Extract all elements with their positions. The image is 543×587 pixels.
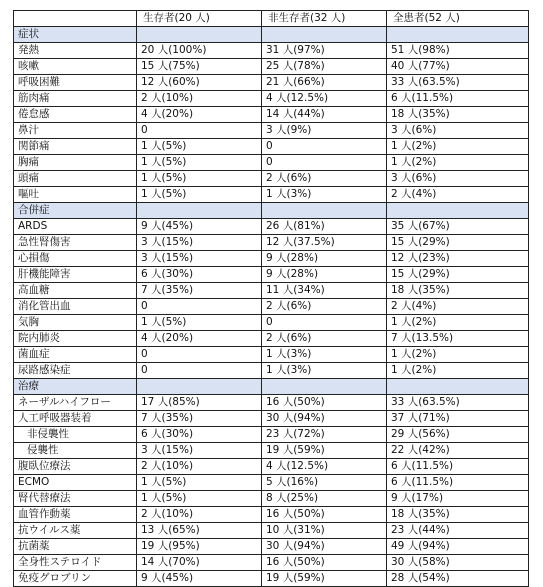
section-empty-cell	[262, 27, 387, 43]
value-non-survivors: 26 人(81%)	[262, 219, 387, 235]
value-all-patients: 6 人(11.5%)	[387, 475, 529, 491]
table-row	[14, 187, 529, 203]
row-label: 血管作動薬	[14, 507, 137, 523]
value-non-survivors: 12 人(37.5%)	[262, 235, 387, 251]
table-body	[14, 27, 529, 587]
row-label: 腹臥位療法	[14, 459, 137, 475]
table-row	[14, 299, 529, 315]
value-survivors: 2 人(10%)	[137, 459, 262, 475]
value-survivors: 0	[137, 123, 262, 139]
value-non-survivors: 19 人(59%)	[262, 443, 387, 459]
value-all-patients: 30 人(58%)	[387, 555, 529, 571]
table-row	[14, 267, 529, 283]
value-survivors: 9 人(45%)	[137, 219, 262, 235]
section-row	[14, 379, 529, 395]
section-empty-cell	[137, 203, 262, 219]
value-survivors: 7 人(35%)	[137, 283, 262, 299]
value-all-patients: 33 人(63.5%)	[387, 395, 529, 411]
value-survivors: 15 人(75%)	[137, 59, 262, 75]
row-label: 関節痛	[14, 139, 137, 155]
value-all-patients: 23 人(44%)	[387, 523, 529, 539]
section-row	[14, 27, 529, 43]
table-row	[14, 123, 529, 139]
row-label: 咳嗽	[14, 59, 137, 75]
row-label: 呼吸困難	[14, 75, 137, 91]
section-empty-cell	[137, 27, 262, 43]
value-all-patients: 22 人(42%)	[387, 443, 529, 459]
header-non-survivors: 非生存者(32 人)	[262, 11, 387, 27]
row-label: 院内肺炎	[14, 331, 137, 347]
value-non-survivors: 9 人(28%)	[262, 267, 387, 283]
value-survivors: 4 人(20%)	[137, 331, 262, 347]
table-row	[14, 91, 529, 107]
value-survivors: 4 人(20%)	[137, 107, 262, 123]
table-row	[14, 475, 529, 491]
value-non-survivors: 5 人(16%)	[262, 475, 387, 491]
value-non-survivors: 0	[262, 155, 387, 171]
value-all-patients: 28 人(54%)	[387, 571, 529, 587]
header-all-patients: 全患者(52 人)	[387, 11, 529, 27]
value-survivors: 19 人(95%)	[137, 539, 262, 555]
table-row	[14, 107, 529, 123]
value-survivors: 1 人(5%)	[137, 171, 262, 187]
section-empty-cell	[262, 203, 387, 219]
value-non-survivors: 16 人(50%)	[262, 555, 387, 571]
table-row	[14, 171, 529, 187]
value-all-patients: 35 人(67%)	[387, 219, 529, 235]
value-non-survivors: 1 人(3%)	[262, 347, 387, 363]
row-label: 全身性ステロイド	[14, 555, 137, 571]
table-row	[14, 539, 529, 555]
value-non-survivors: 1 人(3%)	[262, 363, 387, 379]
value-survivors: 0	[137, 347, 262, 363]
value-non-survivors: 0	[262, 139, 387, 155]
table-row	[14, 443, 529, 459]
value-non-survivors: 3 人(9%)	[262, 123, 387, 139]
row-label: 尿路感染症	[14, 363, 137, 379]
value-non-survivors: 14 人(44%)	[262, 107, 387, 123]
value-non-survivors: 4 人(12.5%)	[262, 91, 387, 107]
table-row	[14, 43, 529, 59]
value-non-survivors: 21 人(66%)	[262, 75, 387, 91]
value-all-patients: 12 人(23%)	[387, 251, 529, 267]
table-row	[14, 59, 529, 75]
row-label: 心損傷	[14, 251, 137, 267]
value-non-survivors: 19 人(59%)	[262, 571, 387, 587]
value-all-patients: 2 人(4%)	[387, 299, 529, 315]
row-label: 鼻汁	[14, 123, 137, 139]
row-label: 抗ウイルス薬	[14, 523, 137, 539]
value-survivors: 14 人(70%)	[137, 555, 262, 571]
value-non-survivors: 0	[262, 315, 387, 331]
row-label: 侵襲性	[14, 443, 137, 459]
value-non-survivors: 30 人(94%)	[262, 411, 387, 427]
value-all-patients: 40 人(77%)	[387, 59, 529, 75]
row-label: 気胸	[14, 315, 137, 331]
table-row	[14, 331, 529, 347]
value-all-patients: 3 人(6%)	[387, 171, 529, 187]
row-label: ECMO	[14, 475, 137, 491]
section-title: 症状	[14, 27, 137, 43]
value-survivors: 3 人(15%)	[137, 251, 262, 267]
value-survivors: 1 人(5%)	[137, 139, 262, 155]
row-label: 菌血症	[14, 347, 137, 363]
table-row	[14, 411, 529, 427]
value-non-survivors: 31 人(97%)	[262, 43, 387, 59]
value-survivors: 1 人(5%)	[137, 155, 262, 171]
value-all-patients: 6 人(11.5%)	[387, 459, 529, 475]
header-survivors: 生存者(20 人)	[137, 11, 262, 27]
row-label: 消化管出血	[14, 299, 137, 315]
value-all-patients: 29 人(56%)	[387, 427, 529, 443]
value-all-patients: 2 人(4%)	[387, 187, 529, 203]
section-empty-cell	[262, 379, 387, 395]
value-non-survivors: 10 人(31%)	[262, 523, 387, 539]
row-label: 嘔吐	[14, 187, 137, 203]
section-empty-cell	[387, 27, 529, 43]
table-row	[14, 219, 529, 235]
value-non-survivors: 11 人(34%)	[262, 283, 387, 299]
row-label: 人工呼吸器装着	[14, 411, 137, 427]
table-row	[14, 571, 529, 587]
value-all-patients: 9 人(17%)	[387, 491, 529, 507]
value-survivors: 6 人(30%)	[137, 427, 262, 443]
table-row	[14, 283, 529, 299]
row-label: 腎代替療法	[14, 491, 137, 507]
row-label: 倦怠感	[14, 107, 137, 123]
table-row	[14, 459, 529, 475]
value-non-survivors: 2 人(6%)	[262, 331, 387, 347]
value-all-patients: 33 人(63.5%)	[387, 75, 529, 91]
table-row	[14, 347, 529, 363]
table-row	[14, 491, 529, 507]
value-all-patients: 18 人(35%)	[387, 107, 529, 123]
table-container	[13, 10, 529, 587]
value-survivors: 0	[137, 299, 262, 315]
row-label: 発熱	[14, 43, 137, 59]
value-survivors: 6 人(30%)	[137, 267, 262, 283]
row-label: ARDS	[14, 219, 137, 235]
value-non-survivors: 8 人(25%)	[262, 491, 387, 507]
value-all-patients: 3 人(6%)	[387, 123, 529, 139]
row-label: 頭痛	[14, 171, 137, 187]
value-non-survivors: 1 人(3%)	[262, 187, 387, 203]
value-all-patients: 1 人(2%)	[387, 155, 529, 171]
table-row	[14, 155, 529, 171]
table-row	[14, 139, 529, 155]
table-row	[14, 75, 529, 91]
value-survivors: 1 人(5%)	[137, 187, 262, 203]
table-row	[14, 235, 529, 251]
value-survivors: 7 人(35%)	[137, 411, 262, 427]
section-title: 合併症	[14, 203, 137, 219]
table-row	[14, 427, 529, 443]
value-survivors: 1 人(5%)	[137, 315, 262, 331]
row-label: 免疫グロブリン	[14, 571, 137, 587]
value-survivors: 13 人(65%)	[137, 523, 262, 539]
value-survivors: 3 人(15%)	[137, 443, 262, 459]
value-non-survivors: 16 人(50%)	[262, 395, 387, 411]
row-label: 非侵襲性	[14, 427, 137, 443]
header-cell-blank	[14, 11, 137, 27]
value-all-patients: 37 人(71%)	[387, 411, 529, 427]
value-all-patients: 18 人(35%)	[387, 507, 529, 523]
value-survivors: 20 人(100%)	[137, 43, 262, 59]
value-non-survivors: 30 人(94%)	[262, 539, 387, 555]
table-row	[14, 315, 529, 331]
header-row	[14, 11, 529, 27]
row-label: 高血糖	[14, 283, 137, 299]
section-row	[14, 203, 529, 219]
row-label: 肝機能障害	[14, 267, 137, 283]
value-all-patients: 1 人(2%)	[387, 139, 529, 155]
row-label: 急性腎傷害	[14, 235, 137, 251]
row-label: 胸痛	[14, 155, 137, 171]
value-non-survivors: 2 人(6%)	[262, 299, 387, 315]
value-non-survivors: 9 人(28%)	[262, 251, 387, 267]
clinical-data-table	[13, 10, 529, 587]
value-survivors: 2 人(10%)	[137, 507, 262, 523]
value-all-patients: 18 人(35%)	[387, 283, 529, 299]
value-non-survivors: 4 人(12.5%)	[262, 459, 387, 475]
value-all-patients: 7 人(13.5%)	[387, 331, 529, 347]
value-all-patients: 1 人(2%)	[387, 347, 529, 363]
row-label: 筋肉痛	[14, 91, 137, 107]
table-row	[14, 395, 529, 411]
section-empty-cell	[387, 203, 529, 219]
value-all-patients: 51 人(98%)	[387, 43, 529, 59]
value-all-patients: 1 人(2%)	[387, 315, 529, 331]
table-row	[14, 555, 529, 571]
table-row	[14, 507, 529, 523]
value-survivors: 9 人(45%)	[137, 571, 262, 587]
section-empty-cell	[137, 379, 262, 395]
row-label: ネーザルハイフロー	[14, 395, 137, 411]
table-row	[14, 251, 529, 267]
value-all-patients: 15 人(29%)	[387, 235, 529, 251]
value-non-survivors: 2 人(6%)	[262, 171, 387, 187]
table-row	[14, 363, 529, 379]
value-all-patients: 1 人(2%)	[387, 363, 529, 379]
section-title: 治療	[14, 379, 137, 395]
value-non-survivors: 16 人(50%)	[262, 507, 387, 523]
value-non-survivors: 23 人(72%)	[262, 427, 387, 443]
value-all-patients: 49 人(94%)	[387, 539, 529, 555]
value-all-patients: 6 人(11.5%)	[387, 91, 529, 107]
value-survivors: 1 人(5%)	[137, 491, 262, 507]
value-survivors: 12 人(60%)	[137, 75, 262, 91]
value-survivors: 0	[137, 363, 262, 379]
row-label: 抗菌薬	[14, 539, 137, 555]
value-non-survivors: 25 人(78%)	[262, 59, 387, 75]
section-empty-cell	[387, 379, 529, 395]
value-survivors: 1 人(5%)	[137, 475, 262, 491]
table-row	[14, 523, 529, 539]
value-survivors: 17 人(85%)	[137, 395, 262, 411]
value-all-patients: 15 人(29%)	[387, 267, 529, 283]
value-survivors: 2 人(10%)	[137, 91, 262, 107]
value-survivors: 3 人(15%)	[137, 235, 262, 251]
